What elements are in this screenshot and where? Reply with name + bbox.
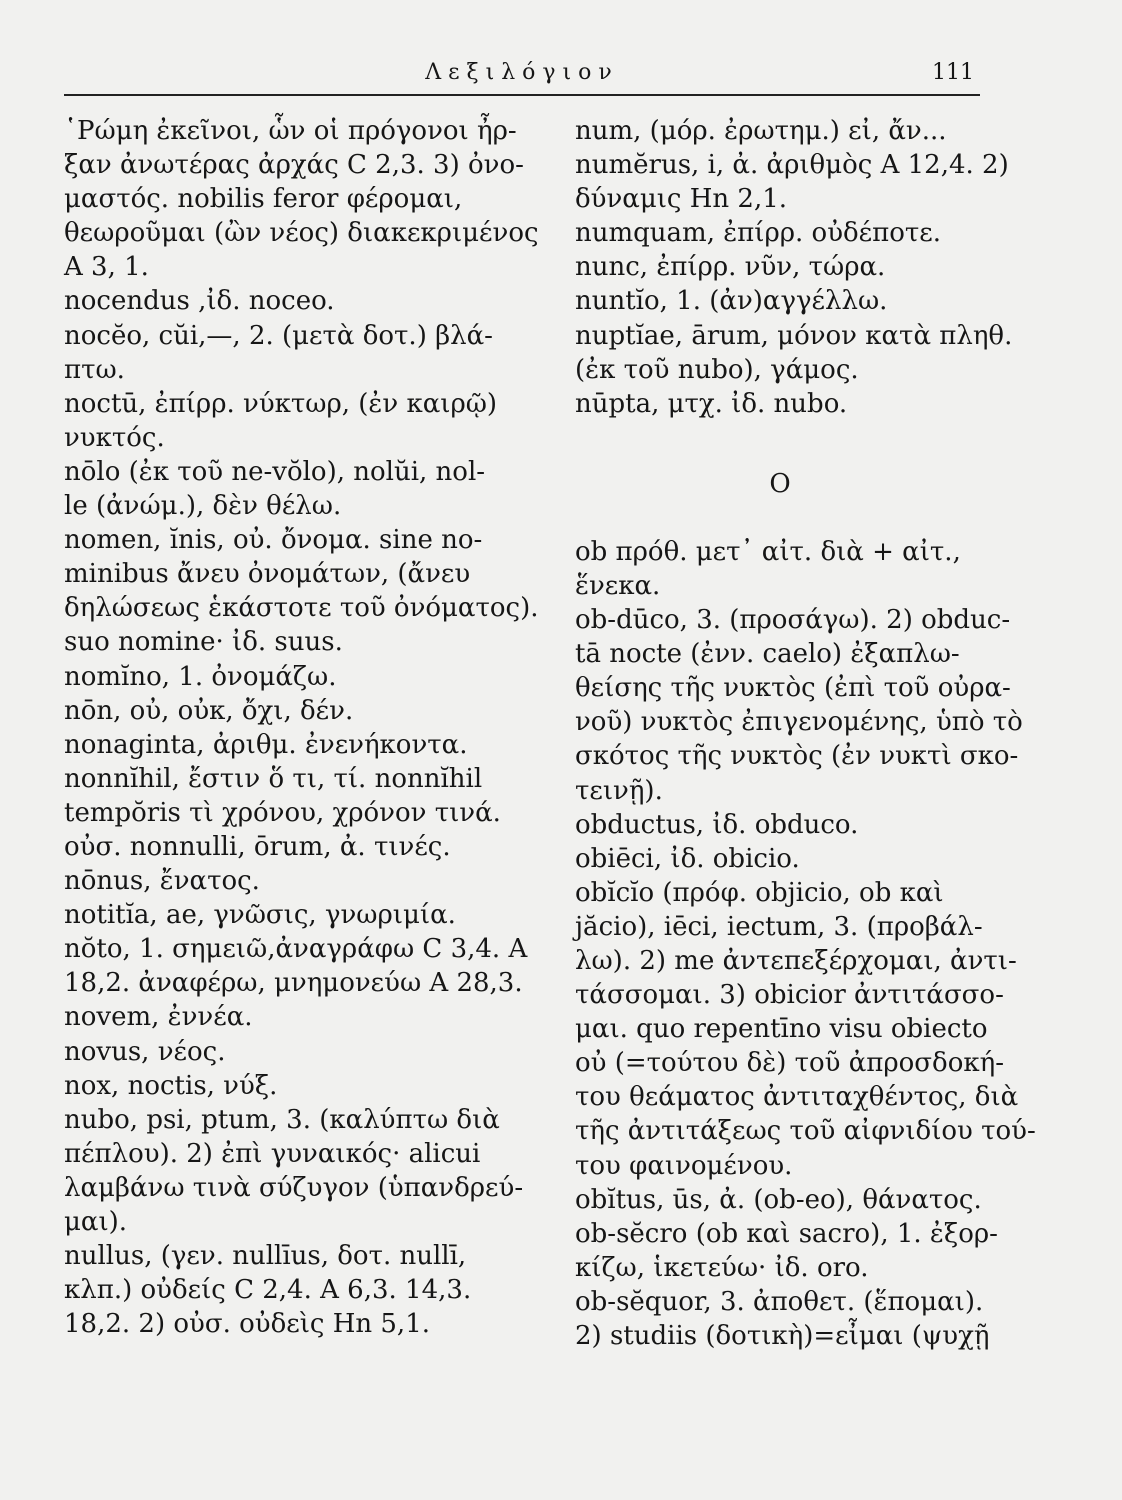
entry-line: nocĕo, cŭi,—, 2. (μετὰ δοτ.) βλά- <box>64 320 493 351</box>
entry-line: nox, noctis, νύξ. <box>64 1070 278 1101</box>
entry-line: ob πρόθ. μετ᾽ αἰτ. διὰ + αἰτ., <box>575 536 961 567</box>
dictionary-entry <box>64 1103 542 1239</box>
entry-line: μαι. quo repentīno visu obiecto <box>575 1014 988 1045</box>
entry-line: κλπ.) οὐδείς C 2,4. A 6,3. 14,3. <box>64 1275 472 1306</box>
entry-line: του φαινομένου. <box>575 1150 793 1181</box>
entry-line: τάσσομαι. 3) obicior ἀντιτάσσο- <box>575 980 1004 1011</box>
entry-line: σκότος τῆς νυκτὸς (ἐν νυκτὶ σκο- <box>575 741 1019 772</box>
entry-line: τῆς ἀντιτάξεως τοῦ αἰφνιδίου τού- <box>575 1116 1036 1147</box>
dictionary-entry <box>575 148 1009 216</box>
section-letter: O <box>769 468 791 499</box>
dictionary-entry <box>575 216 985 250</box>
dictionary-entry <box>64 1035 542 1069</box>
dictionary-entry <box>575 535 985 603</box>
entry-line: nonnĭhil, ἔστιν ὅ τι, τί. nonnĭhil <box>64 763 483 794</box>
entry-line: nōnus, ἔνατος. <box>64 866 260 897</box>
entry-line: obductus, ἰδ. obduco. <box>575 809 859 840</box>
entry-line: θεωροῦμαι (ὢν νέος) διακεκριμένος <box>64 218 539 249</box>
entry-line: nomen, ĭnis, οὐ. ὄνομα. sine no- <box>64 525 483 556</box>
dictionary-entry <box>64 1069 542 1103</box>
entry-line: κίζω, ἱκετεύω· ἰδ. oro. <box>575 1252 869 1283</box>
dictionary-entry <box>575 876 1036 1183</box>
entry-line: 18,2. 2) οὐσ. οὐδεὶς Hn 5,1. <box>64 1309 431 1340</box>
entry-line: numĕrus, i, ἀ. ἀριθμὸς A 12,4. 2) <box>575 150 1009 181</box>
dictionary-entry <box>64 1239 542 1341</box>
dictionary-entry <box>575 319 1013 387</box>
dictionary-entry <box>575 1183 985 1217</box>
dictionary-entry <box>575 284 985 318</box>
running-title: Λεξιλόγιον <box>425 60 619 85</box>
entry-line: notitĭa, ae, γνῶσις, γνωριμία. <box>64 900 456 931</box>
entry-line: λω). 2) me ἀντεπεξέρχομαι, ἀντι- <box>575 945 1017 976</box>
right-column-top-entries <box>575 114 1013 421</box>
entry-line: τεινῇ). <box>575 775 663 806</box>
entry-line: θείσης τῆς νυκτὸς (ἐπὶ τοῦ οὐρα- <box>575 673 1011 704</box>
entry-line: πέπλου). 2) ἐπὶ γυναικός· alicui <box>64 1138 481 1169</box>
right-column-bottom-entries <box>575 535 1036 1353</box>
dictionary-entry <box>575 1285 990 1353</box>
dictionary-entry <box>575 250 985 284</box>
entry-line: suo nomine· ἰδ. suus. <box>64 627 343 658</box>
entry-line: obĭtus, ūs, ἀ. (ob-eo), θάνατος. <box>575 1184 982 1215</box>
left-column <box>64 114 542 1341</box>
entry-line: tā nocte (ἐνν. caelo) ἐξαπλω- <box>575 639 960 670</box>
entry-line: obiēci, ἰδ. obicio. <box>575 843 800 874</box>
entry-line: noctū, ἐπίρρ. νύκτωρ, (ἐν καιρῷ) <box>64 388 498 419</box>
entry-line: nūpta, μτχ. ἰδ. nubo. <box>575 388 848 419</box>
entry-line: nubo, psi, ptum, 3. (καλύπτω διὰ <box>64 1104 500 1135</box>
dictionary-entry <box>64 728 542 762</box>
entry-line: νυκτός. <box>64 422 165 453</box>
entry-line: ob-sĕcro (ob καὶ sacro), 1. ἐξορ- <box>575 1218 998 1249</box>
entry-line: nōlo (ἐκ τοῦ ne-vŏlo), nolŭi, nol- <box>64 456 486 487</box>
entry-line: nonaginta, ἀριθμ. ἐνενήκοντα. <box>64 729 468 760</box>
dictionary-entry <box>575 603 1023 808</box>
right-column <box>575 114 1036 1353</box>
entry-line: minibus ἄνευ ὀνομάτων, (ἄνευ <box>64 559 471 590</box>
dictionary-entry <box>64 455 542 523</box>
dictionary-entry <box>64 319 542 387</box>
entry-line: λαμβάνω τινὰ σύζυγον (ὑπανδρεύ- <box>64 1172 524 1203</box>
dictionary-entry <box>64 114 542 284</box>
entry-line: nōn, οὐ, οὐκ, ὄχι, δέν. <box>64 695 354 726</box>
entry-line: νοῦ) νυκτὸς ἐπιγενομένης, ὑπὸ τὸ <box>575 707 1023 738</box>
dictionary-entry <box>64 284 542 318</box>
dictionary-entry <box>64 762 542 864</box>
entry-line: ξαν ἀνωτέρας ἀρχάς C 2,3. 3) ὀνο- <box>64 150 524 181</box>
entry-line: le (ἀνώμ.), δὲν θέλω. <box>64 491 342 522</box>
entry-line: novus, νέος. <box>64 1036 226 1067</box>
entry-line: οὐ (=τούτου δὲ) τοῦ ἀπροσδοκή- <box>575 1048 1004 1079</box>
dictionary-entry <box>64 694 542 728</box>
entry-line: δύναμις Hn 2,1. <box>575 184 788 215</box>
entry-line: μαστός. nobilis feror φέρομαι, <box>64 184 463 215</box>
dictionary-entry <box>575 1217 998 1285</box>
entry-line: 18,2. ἀναφέρω, μνημονεύω A 28,3. <box>64 968 523 999</box>
entry-line: jăcio), iēci, iectum, 3. (προβάλ- <box>575 911 983 942</box>
entry-line: nomĭno, 1. ὀνομάζω. <box>64 661 337 692</box>
entry-line: numquam, ἐπίρρ. οὐδέποτε. <box>575 218 941 249</box>
dictionary-entry <box>575 808 985 842</box>
page-header <box>64 52 980 96</box>
dictionary-entry <box>64 932 542 1000</box>
dictionary-entry <box>64 660 542 694</box>
dictionary-entry <box>575 387 985 421</box>
entry-line: novem, ἐννέα. <box>64 1002 253 1033</box>
entry-line: πτω. <box>64 354 125 385</box>
entry-line: tempŏris τὶ χρόνου, χρόνον τινά. <box>64 797 501 828</box>
dictionary-entry <box>575 114 985 148</box>
entry-line: ob-dūco, 3. (προσάγω). 2) obduc- <box>575 605 1011 636</box>
dictionary-entry <box>575 842 985 876</box>
dictionary-entry <box>64 864 542 898</box>
entry-line: (ἐκ τοῦ nubo), γάμος. <box>575 354 859 385</box>
entry-line: του θεάματος ἀντιταχθέντος, διὰ <box>575 1082 1019 1113</box>
dictionary-entry <box>64 898 542 932</box>
dictionary-entry <box>64 387 542 455</box>
entry-line: οὐσ. nonnulli, ōrum, ἀ. τινές. <box>64 831 451 862</box>
entry-line: nuntĭo, 1. (ἀν)αγγέλλω. <box>575 286 888 317</box>
dictionary-entry <box>64 1000 542 1034</box>
entry-line: nunc, ἐπίρρ. νῦν, τώρα. <box>575 252 886 283</box>
entry-line: A 3, 1. <box>64 252 149 283</box>
entry-line: ob-sĕquor, 3. ἀποθετ. (ἕπομαι). <box>575 1286 984 1317</box>
entry-line: nuptĭae, ārum, μόνον κατὰ πληθ. <box>575 320 1013 351</box>
entry-line: obĭcĭo (πρόφ. objicio, ob καὶ <box>575 877 944 908</box>
entry-line: μαι). <box>64 1207 128 1237</box>
entry-line: nocendus ,ἰδ. noceo. <box>64 286 335 317</box>
entry-line: nullus, (γεν. nullīus, δοτ. nullī, <box>64 1241 467 1272</box>
entry-line: ἕνεκα. <box>575 570 661 601</box>
entry-line: 2) studiis (δοτικὴ)=εἶμαι (ψυχῇ <box>575 1321 990 1351</box>
page-number: 111 <box>932 60 974 85</box>
dictionary-entry <box>64 523 542 659</box>
entry-line: num, (μόρ. ἐρωτημ.) εἰ, ἄν... <box>575 116 947 146</box>
entry-line: nŏto, 1. σημειῶ,ἀναγράφω C 3,4. A <box>64 934 528 965</box>
entry-line: ῾Ρώμη ἐκεῖνοι, ὧν οἱ πρόγονοι ἦρ- <box>64 116 517 146</box>
entry-line: δηλώσεως ἑκάστοτε τοῦ ὀνόματος). <box>64 593 539 624</box>
